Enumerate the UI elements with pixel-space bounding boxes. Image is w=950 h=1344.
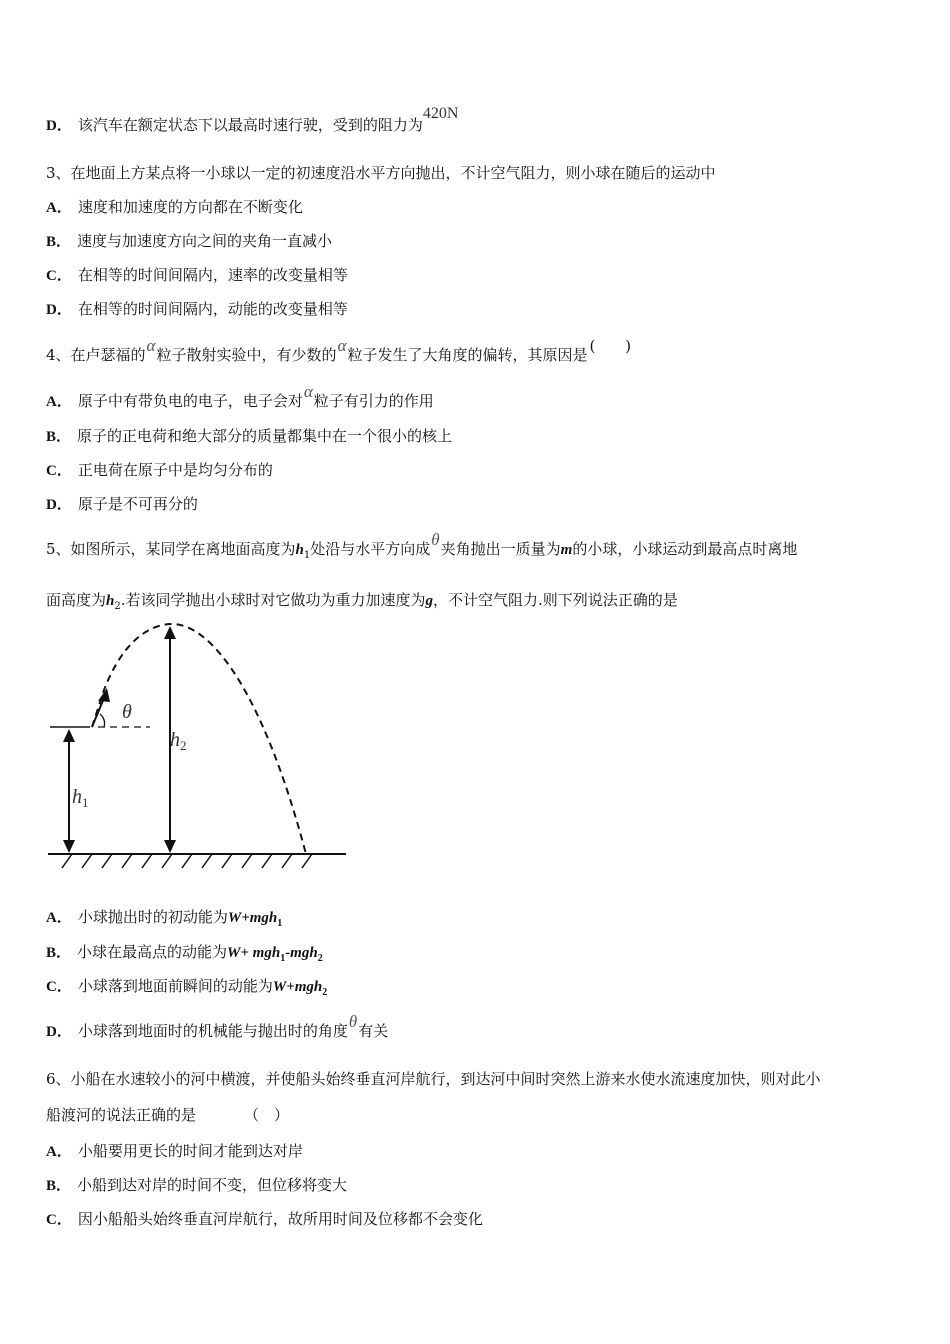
velocity-arrow [92,698,104,727]
q4-option-c: C． 正电荷在原子中是均匀分布的 [46,461,273,479]
q3-option-d: D． 在相等的时间间隔内，动能的改变量相等 [46,300,348,318]
q6-option-b: B． 小船到达对岸的时间不变，但位移将变大 [46,1176,348,1194]
h2-label: $h_2$ [170,729,187,753]
q4-option-a: A． 原子中有带负电的电子，电子会对α粒子有引力的作用 [46,382,434,410]
theta-symbol: θ [431,530,440,549]
q5-stem-line2: 面高度为$h_2$.若该同学抛出小球时对它做功为重力加速度为g，不计空气阻力.则下列说法正确的是 [46,591,678,612]
q2-option-d: D． 该汽车在额定状态下以最高时速行驶，受到的阻力为420N [46,105,459,134]
ground-hatching [62,854,312,868]
q4-option-d: D． 原子是不可再分的 [46,495,198,513]
h1-label: $h_1$ [72,786,89,810]
answer-blank: （ ） [244,1106,290,1124]
q5-option-b: B． 小球在最高点的动能为W+ mgh$_1$-mgh$_2$ [46,943,323,964]
q6-option-a: A． 小船要用更长的时间才能到达对岸 [46,1142,303,1160]
trajectory-path [92,624,306,854]
q3-option-a: A． 速度和加速度的方向都在不断变化 [46,198,303,216]
answer-blank: ( ) [589,337,632,355]
q5-option-c: C． 小球落到地面前瞬间的动能为W+mgh$_2$ [46,977,328,998]
alpha-symbol: α [146,336,156,355]
q3-stem: 3、在地面上方某点将一小球以一定的初速度沿水平方向抛出，不计空气阻力，则小球在随后的运动中 [46,164,716,182]
q6-option-c: C． 因小船船头始终垂直河岸航行，故所用时间及位移都不会变化 [46,1210,483,1228]
q6-stem-line1: 6、小船在水速较小的河中横渡，并使船头始终垂直河岸航行，到达河中间时突然上游来水使水流速度加快，则对此小 [46,1070,821,1088]
alpha-symbol: α [337,336,347,355]
projectile-diagram [44,618,354,874]
q5-option-a: A． 小球抛出时的初动能为W+mgh$_1$ [46,908,283,929]
theta-symbol: θ [348,1012,358,1031]
q5-option-d: D． 小球落到地面时的机械能与抛出时的角度θ有关 [46,1012,389,1040]
q4-stem: 4、在卢瑟福的α粒子散射实验中，有少数的α粒子发生了大角度的偏转，其原因是 ( ) [46,336,632,364]
q3-option-b: B． 速度与加速度方向之间的夹角一直减小 [46,232,333,250]
q3-option-c: C． 在相等的时间间隔内，速率的改变量相等 [46,266,348,284]
q5-stem-line1: 5、如图所示，某同学在离地面高度为$h_1$处沿与水平方向成θ夹角抛出一质量为m的小球，小球运动到最高点时离地 [46,530,798,561]
value-420n: 420N [422,105,459,122]
angle-arc [100,714,105,727]
q4-option-b: B． 原子的正电荷和绝大部分的质量都集中在一个很小的核上 [46,427,453,445]
alpha-symbol: α [303,382,313,401]
q6-stem-line2: 船渡河的说法正确的是 （ ） [46,1106,290,1124]
theta-label: θ [122,701,132,723]
